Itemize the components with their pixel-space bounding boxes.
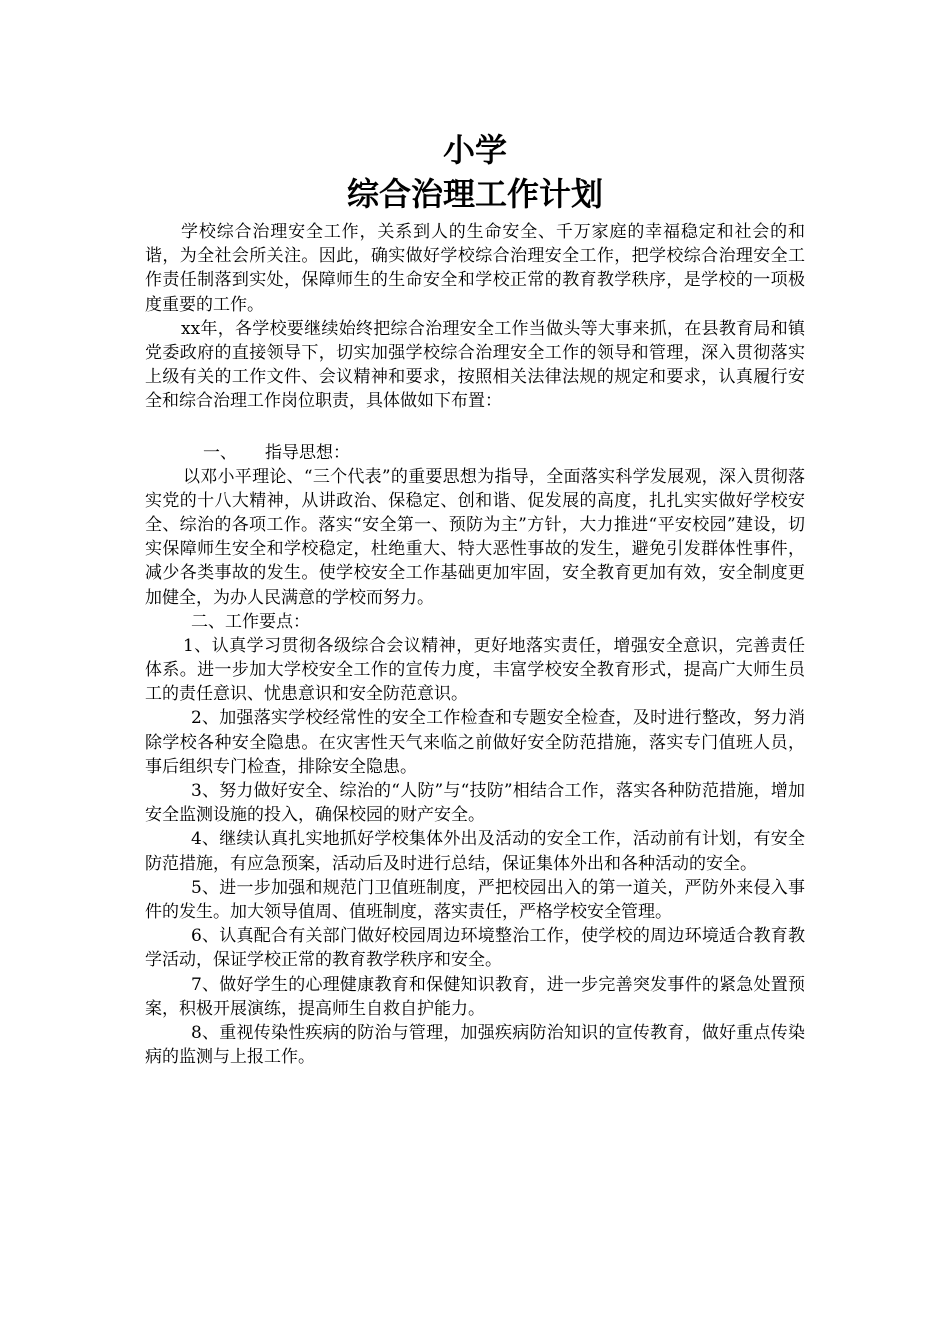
section1-heading (145, 441, 805, 465)
section2-item-5: 5、进一步加强和规范门卫值班制度，严把校园出入的第一道关，严防外来侵入事件的发生。加大领导值周、值班制度，落实责任，严格学校安全管理。 (145, 877, 805, 923)
section2-heading: 二、工作要点： (191, 611, 310, 632)
intro-paragraph-1: 学校综合治理安全工作，关系到人的生命安全、千万家庭的幸福稳定和社会的和谐，为全社会所关注。因此，确实做好学校综合治理安全工作，把学校综合治理安全工作责任制落到实处，保障师生的生命安全和学校正常的教育教学秩序，是学校的一项极度重要的工作。 (145, 222, 805, 315)
intro-paragraph-2: xx年，各学校要继续始终把综合治理安全工作当做头等大事来抓，在县教育局和镇党委政府的直接领导下，切实加强学校综合治理安全工作的领导和管理，深入贯彻落实上级有关的工作文件、会议精神和要求，按照相关法律法规的规定和要求，认真履行安全和综合治理工作岗位职责，具体做如下布置： (145, 318, 805, 412)
document-title-line2: 综合治理工作计划 (346, 175, 603, 213)
section2-item-2: 2、加强落实学校经常性的安全工作检查和专题安全检查，及时进行整改，努力消除学校各种安全隐患。在灾害性天气来临之前做好安全防范措施，落实专门值班人员，事后组织专门检查，排除安全隐患。 (145, 708, 805, 777)
section2-item-1: 1、认真学习贯彻各级综合会议精神，更好地落实责任，增强安全意识，完善责任体系。进一步加大学校安全工作的宣传力度，丰富学校安全教育形式，提高广大师生员工的责任意识、忧患意识和安全防范意识。 (145, 635, 805, 705)
section2-item-3: 3、努力做好安全、综治的“人防”与“技防”相结合工作，落实各种防范措施，增加安全监测设施的投入，确保校园的财产安全。 (145, 781, 805, 826)
section2-item-7: 7、做好学生的心理健康教育和保健知识教育，进一步完善突发事件的紧急处置预案，积极开展演练，提高师生自救自护能力。 (145, 974, 805, 1019)
section2-item-6: 6、认真配合有关部门做好校园周边环境整治工作，使学校的周边环境适合教育教学活动，保证学校正常的教育教学秩序和安全。 (145, 926, 805, 971)
section1-title: 指导思想： (265, 442, 350, 463)
document-page (145, 128, 805, 1070)
section2-item-4: 4、继续认真扎实地抓好学校集体外出及活动的安全工作，活动前有计划，有安全防范措施，有应急预案，活动后及时进行总结，保证集体外出和各种活动的安全。 (145, 829, 805, 874)
section1-number: 一、 (203, 442, 237, 463)
section1-body: 以邓小平理论、“三个代表”的重要思想为指导，全面落实科学发展观，深入贯彻落实党的十八大精神，从讲政治、保稳定、创和谐、促发展的高度，扎扎实实做好学校安全、综治的各项工作。落实“安全第一、预防为主”方针，大力推进“平安校园”建设，切实保障师生安全和学校稳定，杜绝重大、特大恶性事故的发生，避免引发群体性事件，减少各类事故的发生。使学校安全工作基础更加牢固，安全教育更加有效，安全制度更加健全，为办人民满意的学校而努力。 (145, 466, 805, 608)
section2-item-8: 8、重视传染性疾病的防治与管理，加强疾病防治知识的宣传教育，做好重点传染病的监测与上报工作。 (145, 1023, 805, 1068)
document-title-line1: 小学 (442, 131, 507, 169)
